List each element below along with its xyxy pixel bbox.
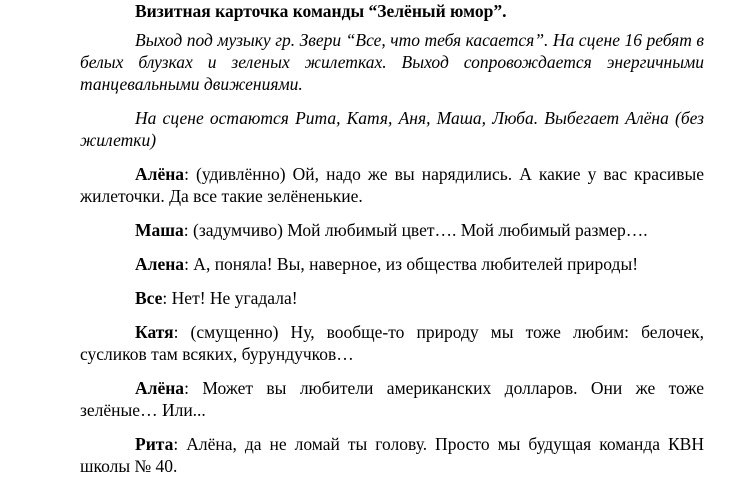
speaker-name: Все: [135, 288, 163, 308]
dialogue-line: [80, 253, 704, 275]
line-text: : (удивлённо) Ой, надо же вы нарядились. А какие у вас красивые жилеточки. Да все такие зелёненькие.: [80, 164, 704, 206]
stage-direction: Выход под музыку гр. Звери “Все, что тебя касается”. На сцене 16 ребят в белых блузках и зеленых жилетках. Выход сопровождается энергичными танцевальными движениями.: [80, 30, 704, 94]
speaker-name: Катя: [135, 322, 174, 342]
document-page: [80, 0, 704, 489]
dialogue-line: [80, 321, 704, 365]
dialogue-line: [80, 287, 704, 309]
line-text: : (смущенно) Ну, вообще-то природу мы тоже любим: белочек, сусликов там всяких, бурундучков…: [80, 322, 704, 364]
dialogue-line: [80, 219, 704, 241]
dialogue-line: [80, 163, 704, 207]
speaker-name: Маша: [135, 220, 184, 240]
speaker-name: Алёна: [135, 164, 185, 184]
dialogue-line: [80, 433, 704, 477]
line-text: : Нет! Не угадала!: [162, 288, 298, 308]
document-title: Визитная карточка команды “Зелёный юмор”.: [135, 1, 507, 21]
speaker-name: Алена: [135, 254, 185, 274]
line-text: : А, поняла! Вы, наверное, из общества любителей природы!: [184, 254, 639, 274]
line-text: : Может вы любители американских долларов. Они же тоже зелёные… Или...: [80, 378, 704, 420]
stage-direction: На сцене остаются Рита, Катя, Аня, Маша, Люба. Выбегает Алёна (без жилетки): [80, 108, 704, 150]
line-text: : Алёна, да не ломай ты голову. Просто мы будущая команда КВН школы № 40.: [80, 434, 704, 476]
line-text: : (задумчиво) Мой любимый цвет…. Мой любимый размер….: [183, 220, 648, 240]
speaker-name: Алёна: [135, 378, 185, 398]
speaker-name: Рита: [135, 434, 174, 454]
dialogue-line: [80, 377, 704, 421]
